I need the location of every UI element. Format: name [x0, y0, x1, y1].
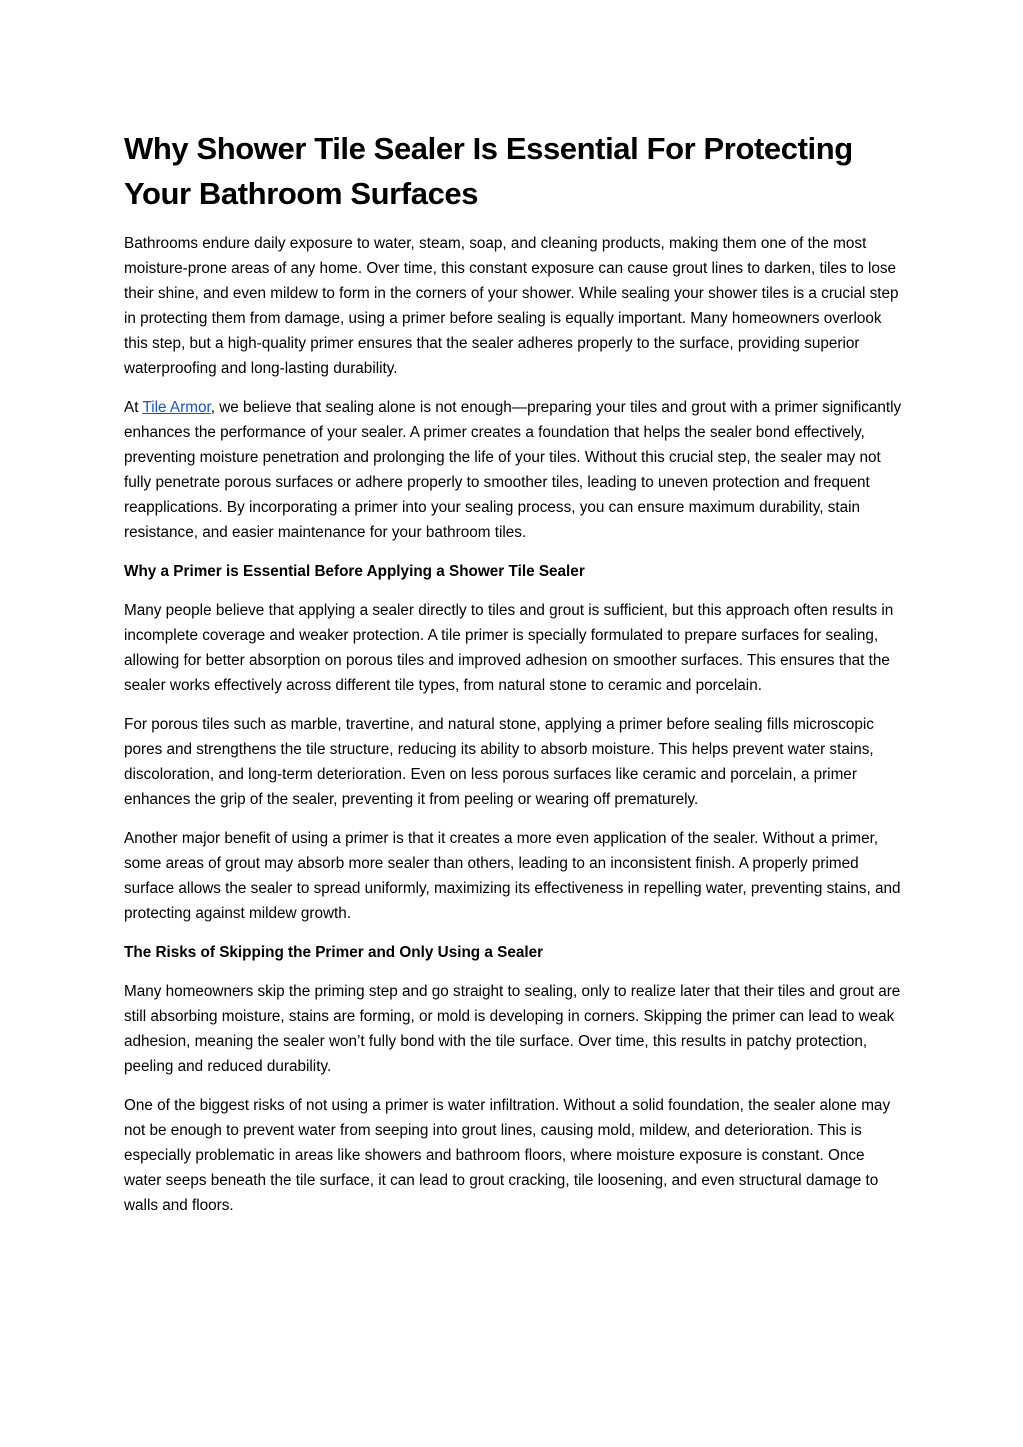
tile-armor-link[interactable]: Tile Armor [142, 399, 211, 416]
section1-paragraph-1: Many people believe that applying a sealer directly to tiles and grout is sufficient, but this approach often results in incomplete coverage and weaker protection. A tile primer is specially formulated to prepare surfaces for sealing, allowing for better absorption on porous tiles and improved adhesion on smoother surfaces. This ensures that the sealer works effectively across different tile types, from natural stone to ceramic and porcelain. [124, 602, 894, 694]
article-title: Why Shower Tile Sealer Is Essential For Protecting Your Bathroom Surfaces [124, 131, 853, 211]
tile-armor-paragraph [124, 395, 902, 545]
document-page [124, 126, 902, 1232]
paragraph-prefix: At [124, 399, 143, 416]
intro-paragraph: Bathrooms endure daily exposure to water, steam, soap, and cleaning products, making them one of the most moisture-prone areas of any home. Over time, this constant exposure can cause grout lines to darken, tiles to lose their shine, and even mildew to form in the corners of your shower. While sealing your shower tiles is a crucial step in protecting them from damage, using a primer before sealing is equally important. Many homeowners overlook this step, but a high-quality primer ensures that the sealer adheres properly to the surface, providing superior waterproofing and long-lasting durability. [124, 235, 899, 377]
section1-paragraph-3: Another major benefit of using a primer is that it creates a more even application of the sealer. Without a primer, some areas of grout may absorb more sealer than others, leading to an inconsistent finish. A properly primed surface allows the sealer to spread uniformly, maximizing its effectiveness in repelling water, preventing stains, and protecting against mildew growth. [124, 830, 901, 922]
section2-paragraph-1: Many homeowners skip the priming step and go straight to sealing, only to realize later that their tiles and grout are still absorbing moisture, stains are forming, or mold is developing in corners. Skipping the primer can lead to weak adhesion, meaning the sealer won’t fully bond with the tile surface. Over time, this results in patchy protection, peeling and reduced durability. [124, 983, 901, 1075]
section-heading-primer-essential: Why a Primer is Essential Before Applying a Shower Tile Sealer [124, 563, 585, 580]
section2-paragraph-2: One of the biggest risks of not using a primer is water infiltration. Without a solid foundation, the sealer alone may not be enough to prevent water from seeping into grout lines, causing mold, mildew, and deterioration. This is especially problematic in areas like showers and bathroom floors, where moisture exposure is constant. Once water seeps beneath the tile surface, it can lead to grout cracking, tile loosening, and even structural damage to walls and floors. [124, 1097, 891, 1214]
section-heading-risks: The Risks of Skipping the Primer and Only Using a Sealer [124, 944, 544, 961]
section1-paragraph-2: For porous tiles such as marble, travertine, and natural stone, applying a primer before sealing fills microscopic pores and strengthens the tile structure, reducing its ability to absorb moisture. This helps prevent water stains, discoloration, and long-term deterioration. Even on less porous surfaces like ceramic and porcelain, a primer enhances the grip of the sealer, preventing it from peeling or wearing off prematurely. [124, 716, 874, 808]
paragraph-suffix: , we believe that sealing alone is not enough—preparing your tiles and grout with a primer significantly enhances the performance of your sealer. A primer creates a foundation that helps the sealer bond effectively, preventing moisture penetration and prolonging the life of your tiles. Without this crucial step, the sealer may not fully penetrate porous surfaces or adhere properly to smoother tiles, leading to uneven protection and frequent reapplications. By incorporating a primer into your sealing process, you can ensure maximum durability, stain resistance, and easier maintenance for your bathroom tiles. [124, 399, 902, 541]
